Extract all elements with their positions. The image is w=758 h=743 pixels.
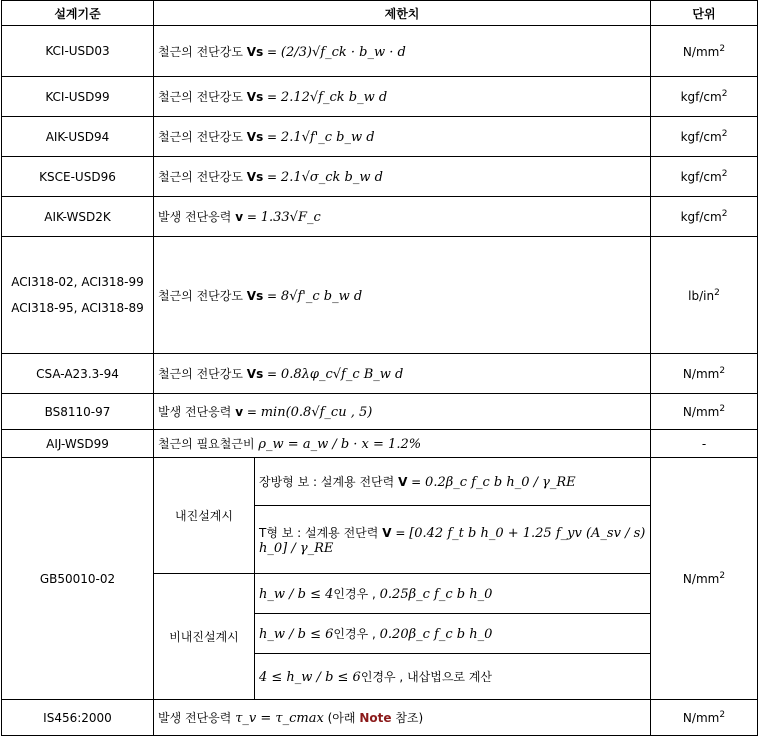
table-row — [2, 354, 758, 394]
standard-code: AIJ-WSD99 — [2, 430, 154, 458]
standard-code: AIK-WSD2K — [2, 197, 154, 237]
unit-cell: kgf/$cm^2$ — [651, 157, 758, 197]
header-row — [2, 1, 758, 26]
limit-cell: 철근의 전단강도 Vs = 8√f'_c b_w d — [154, 237, 651, 354]
unit-cell: kgf/$cm^2$ — [651, 117, 758, 157]
limit-var: Vs — [246, 44, 264, 59]
limit-cell — [154, 430, 651, 458]
limit-formula: 2.12√f_ck b_w d — [280, 90, 388, 105]
limit-label: 철근의 전단강도 — [158, 170, 243, 184]
table-row — [2, 237, 758, 354]
limit-var: Vs — [246, 130, 264, 144]
limit-label: 철근의 전단강도 — [158, 130, 243, 144]
limit-cell: h_w / b ≤ 6인경우 , 0.20β_c f_c b h_0 — [255, 614, 651, 654]
limit-var: v — [235, 210, 244, 224]
limit-formula: 2.1√σ_ck b_w d — [280, 170, 383, 185]
table-row — [2, 700, 758, 736]
limit-label: 철근의 필요철근비 — [158, 437, 255, 451]
limit-formula: 8√f'_c b_w d — [280, 288, 363, 304]
table-row — [2, 26, 758, 77]
standard-code: ACI318-02, ACI318-99 ACI318-95, ACI318-89 — [2, 237, 154, 354]
note-reference: Note — [359, 711, 392, 725]
limit-cell: 철근의 전단강도 Vs = 2.1√σ_ck b_w d — [154, 157, 651, 197]
limit-var: Vs — [246, 367, 264, 381]
unit-cell: kgf/$cm^2$ — [651, 77, 758, 117]
unit-cell: $N/mm^2$ — [651, 700, 758, 736]
standard-code: KCI-USD03 — [2, 26, 154, 77]
limit-cell: 철근의 전단강도 Vs = (2/3)√f_ck · b_w · d — [154, 26, 651, 77]
unit-cell: $lb/in^2$ — [651, 237, 758, 354]
unit-cell: kgf/$cm^2$ — [651, 197, 758, 237]
unit-cell: - — [651, 430, 758, 458]
table-row — [2, 117, 758, 157]
header-unit: 단위 — [651, 1, 758, 26]
table-row — [2, 197, 758, 237]
limit-cell: 철근의 전단강도 Vs = 2.1√f'_c b_w d — [154, 117, 651, 157]
header-standard: 설계기준 — [2, 1, 154, 26]
table-row — [2, 458, 758, 506]
standard-code: GB50010-02 — [2, 458, 154, 700]
unit-cell: $N/mm^2$ — [651, 394, 758, 430]
standard-code: BS8110-97 — [2, 394, 154, 430]
limit-label: 철근의 전단강도 — [158, 44, 243, 59]
table-row — [2, 394, 758, 430]
limit-label: 발생 전단응력 — [158, 405, 232, 419]
seismic-label: 내진설계시 — [154, 458, 255, 574]
nonseismic-label: 비내진설계시 — [154, 574, 255, 700]
limit-cell: T형 보 : 설계용 전단력 V = [0.42 f_t b h_0 + 1.25 f_yv (A_sv / s) h_0] / γ_RE — [255, 506, 651, 574]
limit-cell: 장방형 보 : 설계용 전단력 V = 0.2β_c f_c b h_0 / γ_RE — [255, 458, 651, 506]
standard-code: IS456:2000 — [2, 700, 154, 736]
limit-formula: [0.42 f_t b h_0 + 1.25 f_yv (A_sv / s) h_0] / γ_RE — [259, 525, 646, 556]
limit-formula: 1.33√F_c — [260, 210, 321, 225]
table-row — [2, 430, 758, 458]
limit-formula: 2.1√f'_c b_w d — [280, 130, 375, 145]
limit-cell: 4 ≤ h_w / b ≤ 6인경우 , 내삽법으로 계산 — [255, 654, 651, 700]
header-limit: 제한치 — [154, 1, 651, 26]
unit-cell: $N/mm^2$ — [651, 26, 758, 77]
limit-formula: τ_v = τ_cmax — [235, 711, 324, 726]
unit-cell: $N/mm^2$ — [651, 354, 758, 394]
limit-formula: min(0.8√f_cu , 5) — [260, 405, 373, 420]
limit-cell: 철근의 전단강도 Vs = 0.8λφ_c√f_c B_w d — [154, 354, 651, 394]
limit-var: v — [235, 405, 244, 419]
limit-label: 철근의 전단강도 — [158, 288, 243, 303]
limit-formula: 0.25β_c f_c b h_0 — [379, 587, 493, 602]
design-standard-table — [1, 0, 758, 736]
table-row — [2, 77, 758, 117]
standard-code: KCI-USD99 — [2, 77, 154, 117]
limit-formula: 0.8λφ_c√f_c B_w d — [280, 367, 404, 382]
limit-label: 철근의 전단강도 — [158, 90, 243, 104]
standard-code: KSCE-USD96 — [2, 157, 154, 197]
limit-label: 발생 전단응력 — [158, 210, 232, 224]
limit-var: Vs — [246, 170, 264, 184]
limit-formula: ρ_w = a_w / b · x = 1.2% — [258, 437, 422, 452]
limit-cell: 발생 전단응력 v = 1.33√F_c — [154, 197, 651, 237]
limit-var: Vs — [246, 90, 264, 104]
limit-formula: 0.2β_c f_c b h_0 / γ_RE — [425, 475, 576, 490]
limit-cell: 발생 전단응력 v = min(0.8√f_cu , 5) — [154, 394, 651, 430]
limit-cell: 철근의 전단강도 Vs = 2.12√f_ck b_w d — [154, 77, 651, 117]
limit-formula: 내삽법으로 계산 — [407, 670, 493, 684]
table-row — [2, 157, 758, 197]
standard-code: AIK-USD94 — [2, 117, 154, 157]
limit-label: 철근의 전단강도 — [158, 367, 243, 381]
unit-cell: $N/mm^2$ — [651, 458, 758, 700]
limit-cell: 발생 전단응력 τ_v = τ_cmax (아래 Note 참조) — [154, 700, 651, 736]
limit-cell: h_w / b ≤ 4인경우 , 0.25β_c f_c b h_0 — [255, 574, 651, 614]
limit-formula: (2/3)√f_ck · b_w · d — [280, 44, 406, 60]
limit-formula: 0.20β_c f_c b h_0 — [379, 627, 493, 642]
limit-var: Vs — [246, 288, 264, 303]
standard-code: CSA-A23.3-94 — [2, 354, 154, 394]
